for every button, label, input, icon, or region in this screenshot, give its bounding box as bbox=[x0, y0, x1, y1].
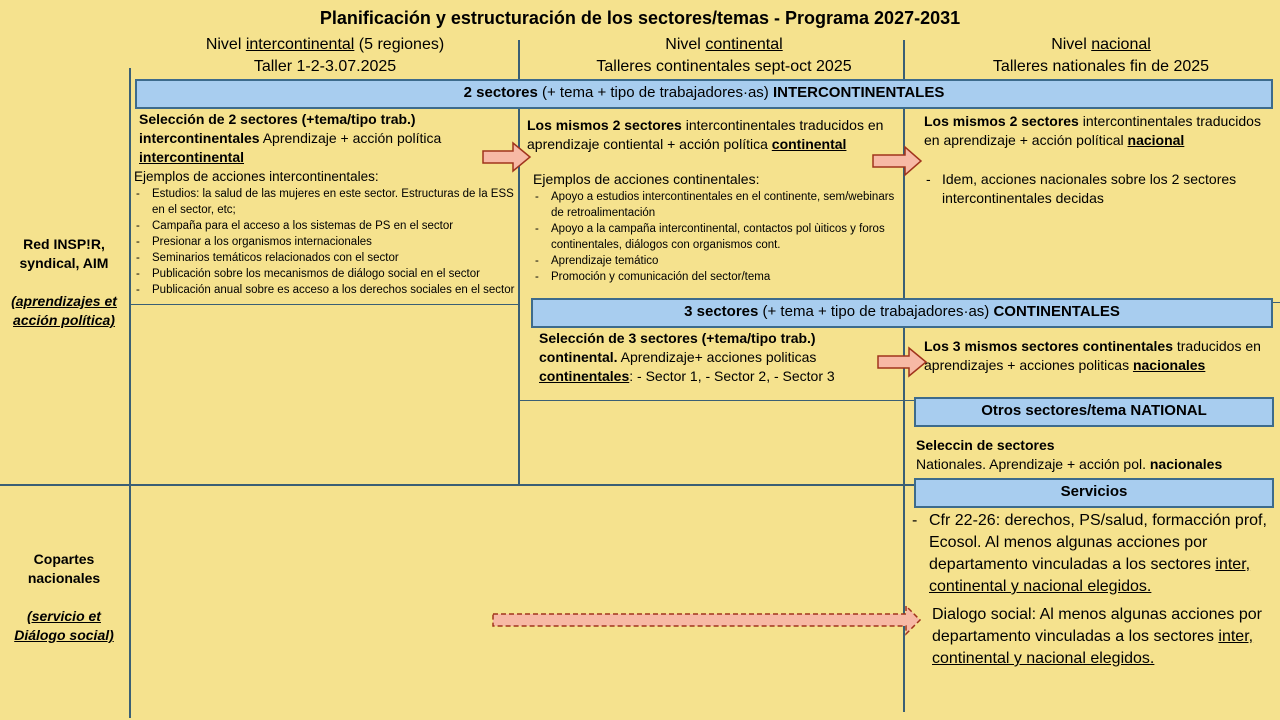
block-level: nacional bbox=[1127, 132, 1185, 148]
dialogo-levels: inter, continental y nacional elegidos. bbox=[932, 628, 1254, 667]
band-count: 3 sectores bbox=[684, 303, 759, 320]
block-heading: Selección de 3 sectores (+tema/tipo trab.) continental. bbox=[539, 330, 816, 365]
row-subtitle: (aprendizajes et acción política) bbox=[11, 293, 117, 328]
row-title: Copartes nacionales bbox=[27, 551, 101, 586]
band-level: INTERCONTINENTALES bbox=[772, 84, 945, 101]
column-workshop: Talleres continentales sept-oct 2025 bbox=[596, 58, 852, 75]
block-heading: Los 3 mismos sectores continentales bbox=[924, 338, 1173, 354]
dialogo-label: Dialogo social: bbox=[932, 606, 1040, 623]
band-count: 2 sectores bbox=[463, 84, 538, 101]
servicios-text: Cfr 22-26: derechos, PS/salud, formacción prof, Ecosol. Al menos algunas acciones por departamento vinculadas a los sectores bbox=[929, 512, 1267, 573]
block-heading: Selección de 2 sectores (+tema/tipo trab.) intercontinentales bbox=[139, 111, 416, 146]
list-item: - Campaña para el acceso a los sistemas de PS en el sector bbox=[134, 218, 520, 234]
band-servicios: Servicios bbox=[914, 478, 1274, 508]
list-item: - Seminarios temáticos relacionados con el sector bbox=[134, 250, 520, 266]
block-text: Aprendizaje + acción política bbox=[259, 130, 442, 146]
page-title: Planificación y estructuración de los sectores/temas - Programa 2027-2031 bbox=[319, 8, 961, 28]
block-level: continentales bbox=[539, 368, 630, 384]
block-heading: Los mismos 2 sectores bbox=[924, 113, 1079, 129]
block-text: intercontinentales traducidos en aprendizaje contiental + acción política bbox=[527, 117, 884, 152]
column-level-name: continental bbox=[705, 36, 783, 53]
band-detail: (+ tema + tipo de trabajadores·as) bbox=[537, 84, 773, 101]
column-level-detail: (5 regiones) bbox=[354, 36, 445, 53]
arrow-right-icon bbox=[878, 348, 926, 376]
block-level: nacionales bbox=[1132, 357, 1206, 373]
list-item: - Aprendizaje temático bbox=[533, 253, 907, 269]
arrow-right-icon bbox=[873, 147, 921, 175]
column-level-label: Nivel bbox=[205, 36, 246, 53]
column-level-label: Nivel bbox=[665, 36, 706, 53]
list-item: - Estudios: la salud de las mujeres en este sector. Estructuras de la ESS en el sector, etc; bbox=[134, 186, 520, 218]
band-otros-sectores: Otros sectores/tema NATIONAL bbox=[914, 397, 1274, 427]
examples-title: Ejemplos de acciones intercontinentales: bbox=[134, 169, 379, 184]
block-text: Nationales. Aprendizaje + acción pol. bbox=[916, 456, 1150, 472]
list-item: - Idem, acciones nacionales sobre los 2 sectores intercontinentales decidas bbox=[924, 170, 1269, 208]
block-text: intercontinentales traducidos en aprendizaje + acción polítical bbox=[924, 113, 1261, 148]
arrow-right-icon bbox=[483, 143, 530, 171]
block-heading: Los mismos 2 sectores bbox=[527, 117, 682, 133]
band-level: CONTINENTALES bbox=[993, 303, 1120, 320]
list-item: - Apoyo a la campaña intercontinental, contactos pol ùiticos y foros continentales, diálogos con organismos cont. bbox=[533, 221, 907, 253]
block-heading: Seleccin de sectores bbox=[916, 437, 1055, 453]
column-level-label: Nivel bbox=[1051, 36, 1092, 53]
block-sectors: : - Sector 1, - Sector 2, - Sector 3 bbox=[629, 368, 835, 384]
column-workshop: Talleres nationales fin de 2025 bbox=[992, 58, 1210, 75]
list-item: - Apoyo a estudios intercontinentales en el continente, sem/webinars de retroalimentación bbox=[533, 189, 907, 221]
list-item: - Presionar a los organismos internacionales bbox=[134, 234, 520, 250]
block-level: continental bbox=[771, 136, 847, 152]
arrow-right-dashed-icon bbox=[493, 606, 920, 634]
block-level: nacionales bbox=[1149, 456, 1223, 472]
servicios-levels: inter, continental y nacional elegidos. bbox=[929, 556, 1251, 595]
block-level: intercontinental bbox=[139, 149, 245, 165]
band-detail: (+ tema + tipo de trabajadores·as) bbox=[758, 303, 994, 320]
column-workshop: Taller 1-2-3.07.2025 bbox=[253, 58, 397, 75]
row-title: Red INSP!R, syndical, AIM bbox=[19, 236, 109, 271]
block-text: traducidos en aprendizajes + acciones politicas bbox=[924, 338, 1261, 373]
dialogo-text: Al menos algunas acciones por departamento vinculadas a los sectores bbox=[932, 606, 1262, 645]
list-item: - Publicación sobre los mecanismos de diálogo social en el sector bbox=[134, 266, 520, 282]
column-level-name: nacional bbox=[1091, 36, 1151, 53]
examples-title: Ejemplos de acciones continentales: bbox=[533, 171, 760, 187]
column-level-name: intercontinental bbox=[245, 36, 355, 53]
row-subtitle: (servicio et Diálogo social) bbox=[14, 608, 114, 643]
list-item: - Promoción y comunicación del sector/tema bbox=[533, 269, 907, 285]
list-item: - Publicación anual sobre es acceso a los derechos sociales en el sector bbox=[134, 282, 520, 298]
block-text: Aprendizaje+ acciones politicas bbox=[617, 349, 817, 365]
